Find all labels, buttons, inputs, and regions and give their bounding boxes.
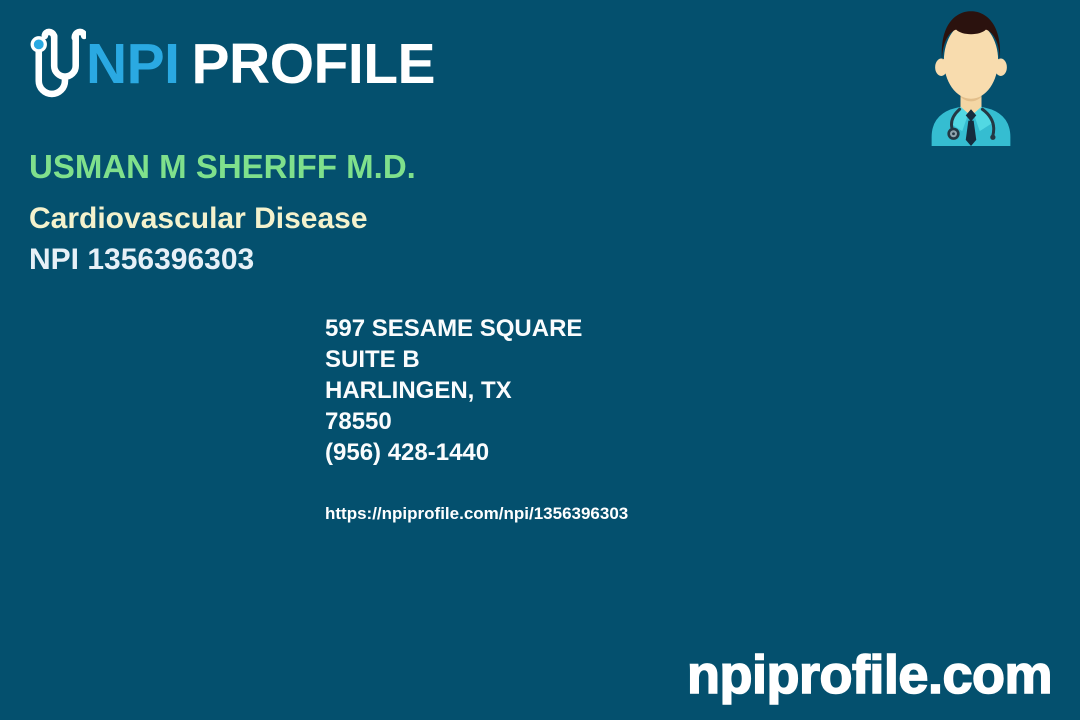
profile-url-link[interactable]: https://npiprofile.com/npi/1356396303: [325, 504, 629, 523]
address-line-street: 597 SESAME SQUARE: [325, 315, 583, 342]
logo-text-primary: NPI: [86, 32, 180, 96]
doctor-avatar: [926, 6, 1016, 146]
address-line-zip: 78550: [325, 408, 392, 435]
provider-npi-number: NPI 1356396303: [29, 243, 255, 276]
logo-text: [86, 22, 435, 106]
provider-specialty: Cardiovascular Disease: [29, 202, 368, 235]
address-line-city-state: HARLINGEN, TX: [325, 377, 512, 404]
address-block: [325, 313, 582, 468]
footer-brand: npiprofile.com: [686, 645, 1052, 705]
logo-text-secondary: PROFILE: [191, 32, 436, 96]
stethoscope-icon: [28, 24, 86, 104]
address-line-phone: (956) 428-1440: [325, 439, 490, 466]
provider-name: USMAN M SHERIFF M.D.: [29, 148, 416, 185]
logo: [28, 22, 435, 106]
address-line-suite: SUITE B: [325, 346, 420, 373]
